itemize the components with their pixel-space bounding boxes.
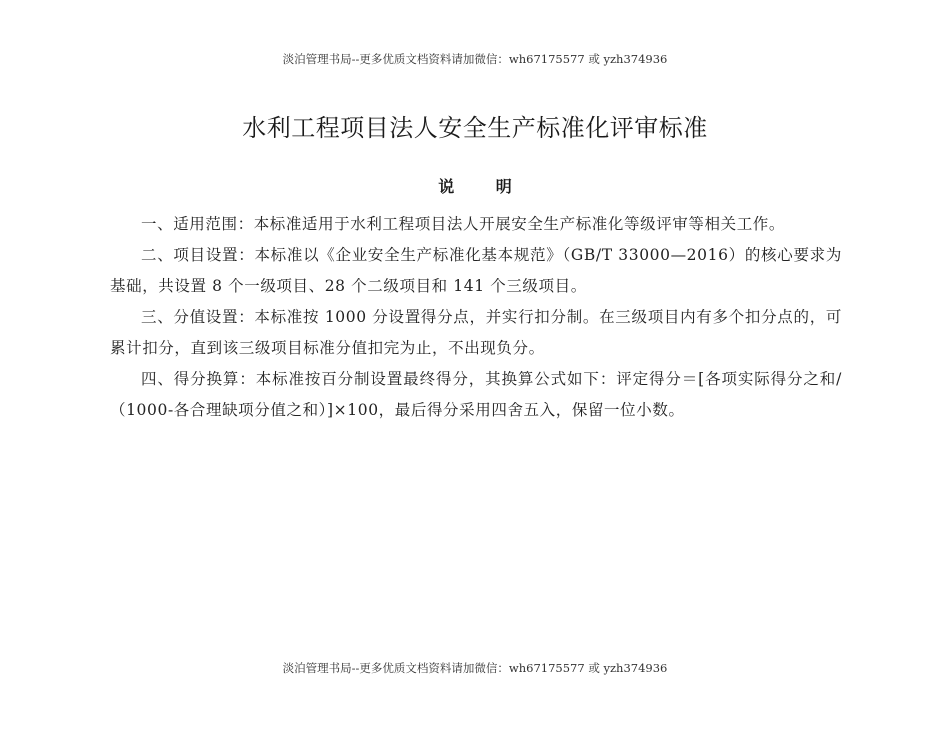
- page-header-note: 淡泊管理书局--更多优质文档资料请加微信：wh67175577 或 yzh374936: [282, 52, 668, 66]
- page-footer-note: 淡泊管理书局--更多优质文档资料请加微信：wh67175577 或 yzh374936: [282, 661, 668, 675]
- paragraph-scope: 一、适用范围：本标准适用于水利工程项目法人开展安全生产标准化等级评审等相关工作。: [141, 215, 786, 233]
- document-title: 水利工程项目法人安全生产标准化评审标准: [242, 114, 708, 142]
- paragraph-conversion: 四、得分换算：本标准按百分制设置最终得分，其换算公式如下：评定得分＝[各项实际得分之和/（1000-各合理缺项分值之和）]×100，最后得分采用四舍五入，保留一位小数。: [110, 370, 842, 419]
- section-heading: 说 明: [438, 177, 530, 196]
- paragraph-scoring: 三、分值设置：本标准按 1000 分设置得分点，并实行扣分制。在三级项目内有多个扣分点的，可累计扣分，直到该三级项目标准分值扣完为止，不出现负分。: [110, 308, 842, 357]
- paragraph-items: 二、项目设置：本标准以《企业安全生产标准化基本规范》（GB/T 33000—2016）的核心要求为基础，共设置 8 个一级项目、28 个二级项目和 141 个三级项目。: [110, 246, 842, 295]
- document-body: [110, 209, 842, 426]
